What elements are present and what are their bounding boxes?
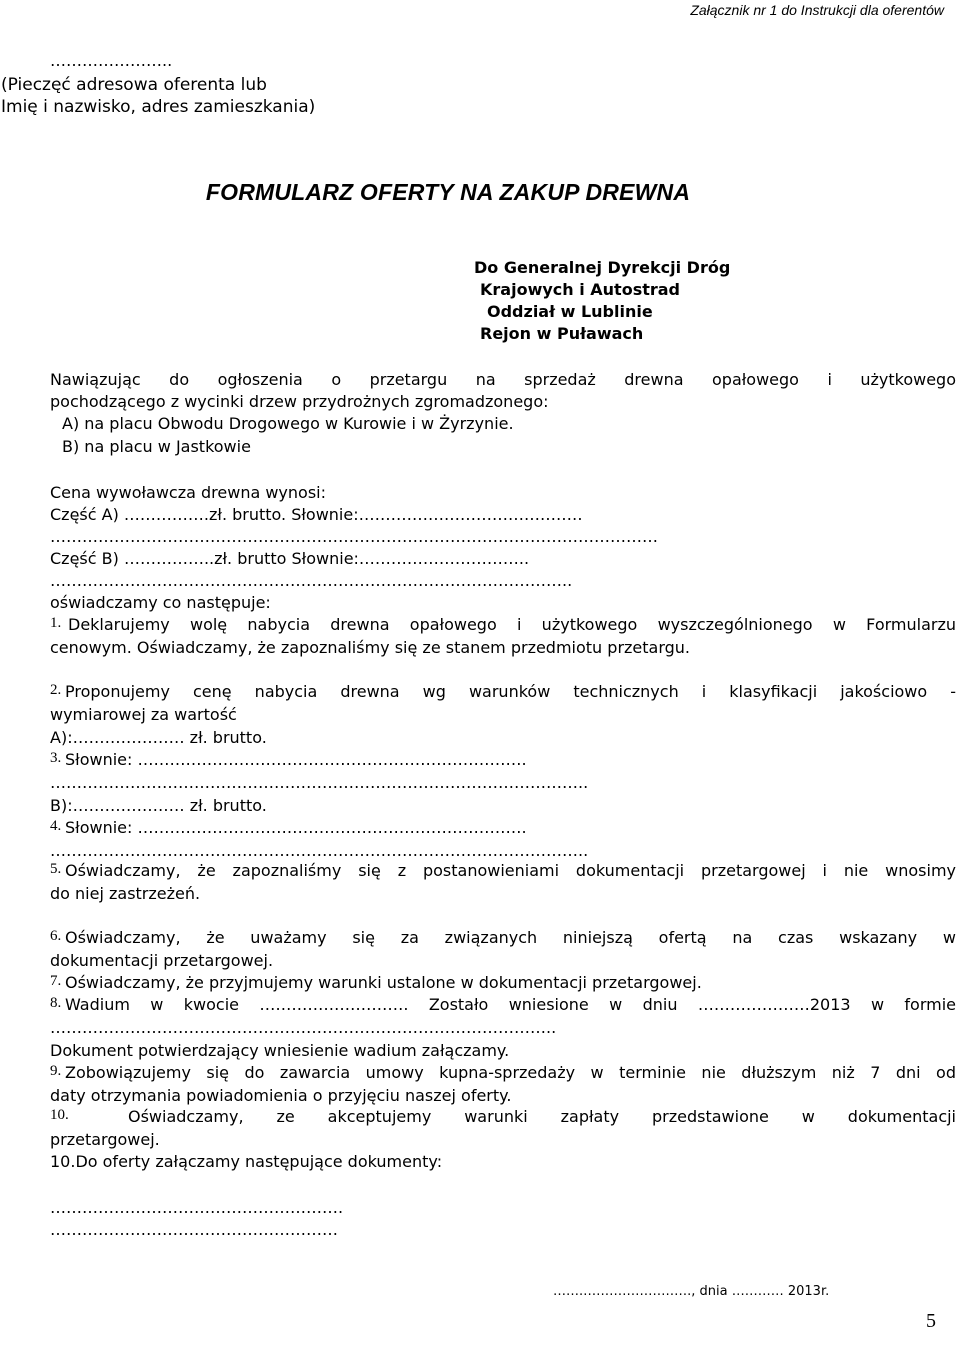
item-10-line1: Oświadczamy, ze akceptujemy warunki zapłaty przedstawione w dokumentacji xyxy=(128,1107,956,1126)
page-title: FORMULARZ OFERTY NA ZAKUP DREWNA xyxy=(205,179,691,205)
item-3-amount-b: B):………………… zł. brutto. xyxy=(50,796,267,815)
item-8-number: 8. xyxy=(50,995,62,1011)
part-a-price: Część A) …………….zł. brutto. Słownie:…………………………………… xyxy=(50,505,583,524)
item-9-number: 9. xyxy=(50,1063,62,1079)
item-10-number: 10. xyxy=(50,1107,69,1123)
item-2-number: 2. xyxy=(50,682,62,698)
item-2-line1: Proponujemy cenę nabycia drewna wg warunków technicznych i klasyfikacji jakościowo - xyxy=(65,682,956,701)
item-5-line2: do niej zastrzeżeń. xyxy=(50,884,201,903)
recipient-line1: Do Generalnej Dyrekcji Dróg xyxy=(474,258,731,277)
item-3-words: Słownie: ………………………………………………………………. xyxy=(65,750,527,769)
price-heading: Cena wywoławcza drewna wynosi: xyxy=(50,483,326,502)
intro-line1: Nawiązując do ogłoszenia o przetargu na sprzedaż drewna opałowego i użytkowego xyxy=(50,370,956,389)
stamp-label-line1: (Pieczęć adresowa oferenta lub xyxy=(1,75,267,95)
item-2-line2: wymiarowej za wartość xyxy=(50,705,237,724)
part-b-price: Część B) ……………..zł. brutto Słownie:………………………….. xyxy=(50,549,530,568)
page-number: 5 xyxy=(926,1310,936,1332)
item-10-line2: przetargowej. xyxy=(50,1130,160,1149)
part-b-price-cont: …………………………………………………………………………………….. xyxy=(50,571,573,590)
item-8-line1: Wadium w kwocie ………………………. Zostało wniesione w dniu …………………2013 w formie xyxy=(65,995,956,1014)
attachment-line2: ……………………………………………… xyxy=(50,1220,338,1239)
attachment-note: Załącznik nr 1 do Instrukcji dla oferentów xyxy=(690,2,944,18)
declare-heading: oświadczamy co następuje: xyxy=(50,593,271,612)
recipient-line3: Oddział w Lublinie xyxy=(487,302,653,321)
stamp-dots: ………………….. xyxy=(50,51,173,70)
item-1-line1: Deklarujemy wolę nabycia drewna opałowego i użytkowego wyszczególnionego w Formularzu xyxy=(68,615,956,634)
intro-line2: pochodzącego z wycinki drzew przydrożnych zgromadzonego: xyxy=(50,392,549,411)
item-1-line2: cenowym. Oświadczamy, że zapoznaliśmy się ze stanem przedmiotu przetargu. xyxy=(50,638,691,657)
part-a-price-cont: …………………………………………………………………………………………………… xyxy=(50,527,658,546)
intro-line3: A) na placu Obwodu Drogowego w Kurowie i w Żyrzynie. xyxy=(62,414,514,433)
item-5-line1: Oświadczamy, że zapoznaliśmy się z postanowieniami dokumentacji przetargowej i nie wnosimy xyxy=(65,861,956,880)
item-7-number: 7. xyxy=(50,973,62,989)
item-6-number: 6. xyxy=(50,928,62,944)
item-6-line1: Oświadczamy, że uważamy się za związanych niniejszą ofertą na czas wskazany w xyxy=(65,928,956,947)
item-5-number: 5. xyxy=(50,861,62,877)
item-6-line2: dokumentacji przetargowej. xyxy=(50,951,274,970)
item-3-number: 3. xyxy=(50,750,62,766)
item-9-line2: daty otrzymania powiadomienia o przyjęciu naszej oferty. xyxy=(50,1086,512,1105)
item-3-words-cont: ……………………………………………………………………………………….. xyxy=(50,773,589,792)
intro-line4: B) na placu w Jastkowie xyxy=(62,437,251,456)
recipient-line2: Krajowych i Autostrad xyxy=(480,280,680,299)
signature-date-line: …….……………………., dnia ………… 2013r. xyxy=(553,1284,830,1299)
item-4-words-cont: ……………………………………………………………………………………….. xyxy=(50,841,589,860)
item-9-line1: Zobowiązujemy się do zawarcia umowy kupna-sprzedaży w terminie nie dłuższym niż 7 dni od xyxy=(65,1063,956,1082)
stamp-label-line2: Imię i nazwisko, adres zamieszkania) xyxy=(1,97,316,117)
attachments-heading: 10.Do oferty załączamy następujące dokumenty: xyxy=(50,1152,443,1171)
item-4-number: 4. xyxy=(50,818,62,834)
item-8-line2: ………………………………………………………………………………….. xyxy=(50,1018,557,1037)
item-7-text: Oświadczamy, że przyjmujemy warunki ustalone w dokumentacji przetargowej. xyxy=(65,973,702,992)
attachment-line1: ………………………………………………. xyxy=(50,1198,344,1217)
item-8-line3: Dokument potwierdzający wniesienie wadium załączamy. xyxy=(50,1041,510,1060)
item-2-amount-a: A):………………… zł. brutto. xyxy=(50,728,267,747)
item-4-words: Słownie: ………………………………………………………………. xyxy=(65,818,527,837)
item-1-number: 1. xyxy=(50,615,62,631)
recipient-line4: Rejon w Puławach xyxy=(480,324,644,343)
